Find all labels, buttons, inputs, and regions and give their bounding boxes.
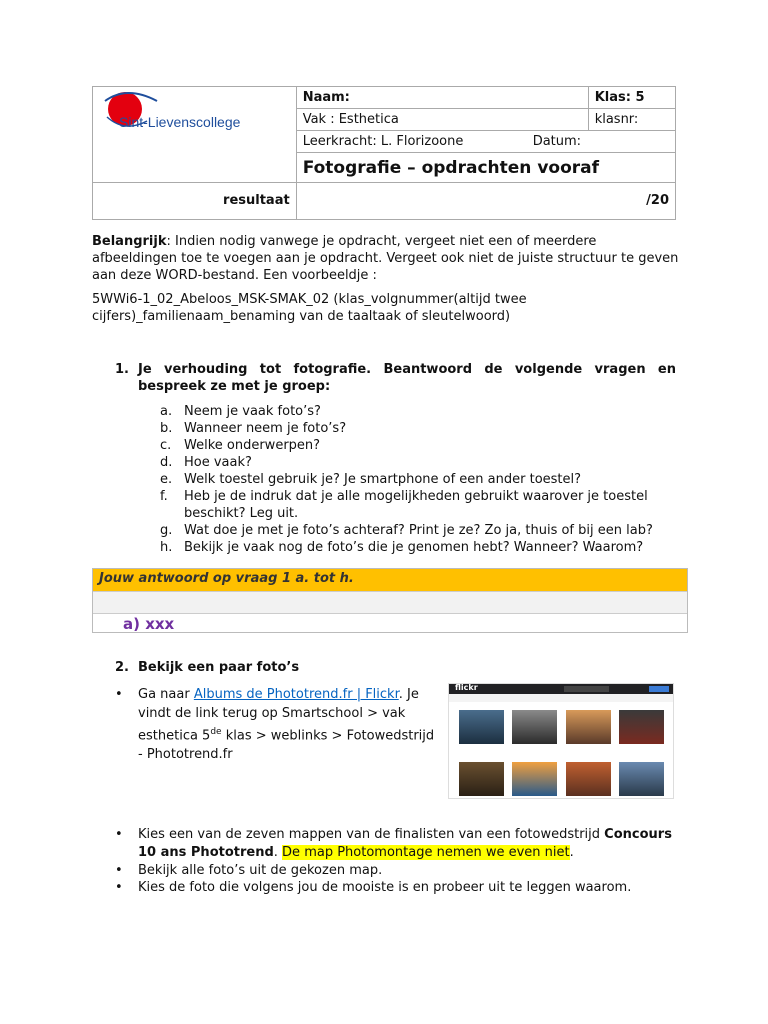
item-text: Hoe vaak? [184,455,252,470]
thumbnail-2 [512,710,557,744]
bullet-dot: • [115,863,123,878]
datum-field: Datum: [532,134,582,150]
item-text: Wat doe je met je foto’s achteraf? Print je ze? Zo ja, thuis of bij een lab? [184,523,653,538]
answer-box-header: Jouw antwoord op vraag 1 a. tot h. [93,569,687,591]
thumbnail-6 [512,762,557,796]
thumbnail-4 [619,710,664,744]
bullet-1-line-3-post: klas > weblinks > Fotowedstrijd [221,728,435,744]
item-text: Bekijk je vaak nog de foto’s die je genomen hebt? Wanneer? Waarom? [184,540,644,555]
item-letter: g. [160,523,173,538]
item-text: Wanneer neem je foto’s? [184,421,347,436]
thumbnail-1 [459,710,504,744]
header-table [92,86,676,220]
bullet-dot: • [115,687,123,702]
item-text: Neem je vaak foto’s? [184,404,321,419]
bullet-1-text-post: . Je [398,687,419,702]
item-letter: a. [160,404,173,419]
item-text: Welke onderwerpen? [184,438,321,453]
thumbnail-8 [619,762,664,796]
item-letter: f. [160,489,168,504]
flickr-link[interactable]: Albums de Phototrend.fr | Flickr [193,687,399,702]
question-2-number: 2. [115,660,129,675]
belangrijk-text: : Indien nodig vanwege je opdracht, vergeet niet een of meerdere afbeeldingen toe te voegen aan je opdracht. Vergeet ook niet de juiste structuur te geven aan deze WORD-bestand. Een voorbeeldje : [92,234,679,283]
naam-field: Naam: [296,87,588,109]
bullet-2-bold-2: 10 ans Phototrend [138,845,274,860]
item-letter: b. [160,421,173,436]
bullet-1-line-2: vindt de link terug op Smartschool > vak [138,706,406,721]
score-label: /20 [296,182,675,219]
bullet-1-line-4: - Phototrend.fr [138,747,233,763]
resultaat-label: resultaat [93,182,297,219]
question-1-number: 1. [115,362,129,377]
answer-spacer [93,591,687,614]
item-letter: h. [160,540,173,555]
klasnr-field: klasnr: [588,109,675,131]
klas-field: Klas: 5 [588,87,675,109]
item-letter: e. [160,472,173,487]
example-line-2: cijfers)_familienaam_benaming van de taaltaak of sleutelwoord) [92,309,511,324]
leerkracht-row [296,131,675,153]
bullet-3-text: Bekijk alle foto’s uit de gekozen map. [138,863,383,878]
bullet-1-sup: de [210,727,222,737]
thumbnail-5 [459,762,504,796]
question-2-title: Bekijk een paar foto’s [138,660,300,675]
bullet-2-highlight: De map Photomontage nemen we even niet [282,845,570,860]
bullet-4-text: Kies de foto die volgens jou de mooiste is en probeer uit te leggen waarom. [138,880,632,895]
question-1-line-1: Je verhouding tot fotografie. Beantwoord de volgende vragen en [138,362,676,377]
thumbnail-7 [566,762,611,796]
page-title: Fotografie – opdrachten vooraf [296,153,675,182]
leerkracht-field: Leerkracht: L. Florizoone [302,134,464,150]
example-filename [92,291,684,325]
bullet-2-dot: . [273,845,283,860]
question-1-line-2: bespreek ze met je groep: [138,379,331,394]
intro-paragraph [92,233,684,284]
example-line-1: 5WWi6-1_02_Abeloos_MSK-SMAK_02 (klas_volgnummer(altijd twee [92,292,527,307]
bullet-dot: • [115,880,123,895]
flickr-logo: flickr [455,683,478,692]
belangrijk-label: Belangrijk [92,234,167,249]
item-letter: d. [160,455,173,470]
thumbnail-3 [566,710,611,744]
bullet-2-text: Kies een van de zeven mappen van de finalisten van een fotowedstrijd [138,827,605,842]
bullet-dot: • [115,827,123,842]
bullet-1-text: Ga naar [138,687,194,702]
school-logo [97,87,277,147]
item-text: beschikt? Leg uit. [184,506,299,521]
flickr-subbar [449,694,673,702]
answer-text[interactable]: a) xxx [123,615,175,633]
item-text: Welk toestel gebruik je? Je smartphone of een ander toestel? [184,472,582,487]
item-text: Heb je de indruk dat je alle mogelijkheden gebruikt waarover je toestel [184,489,648,504]
bullet-1-line-3: esthetica 5 [138,728,211,744]
logo-text: Sint-Lievenscollege [119,114,241,130]
bullet-2-end: . [569,845,574,860]
question-2 [115,659,300,676]
vak-field: Vak : Esthetica [296,109,588,131]
item-letter: c. [160,438,172,453]
flickr-screenshot [448,683,674,799]
answer-box[interactable] [92,568,688,633]
bullet-2-bold-1: Concours [604,827,672,842]
logo-cell [93,87,297,183]
flickr-topbar [449,684,673,694]
